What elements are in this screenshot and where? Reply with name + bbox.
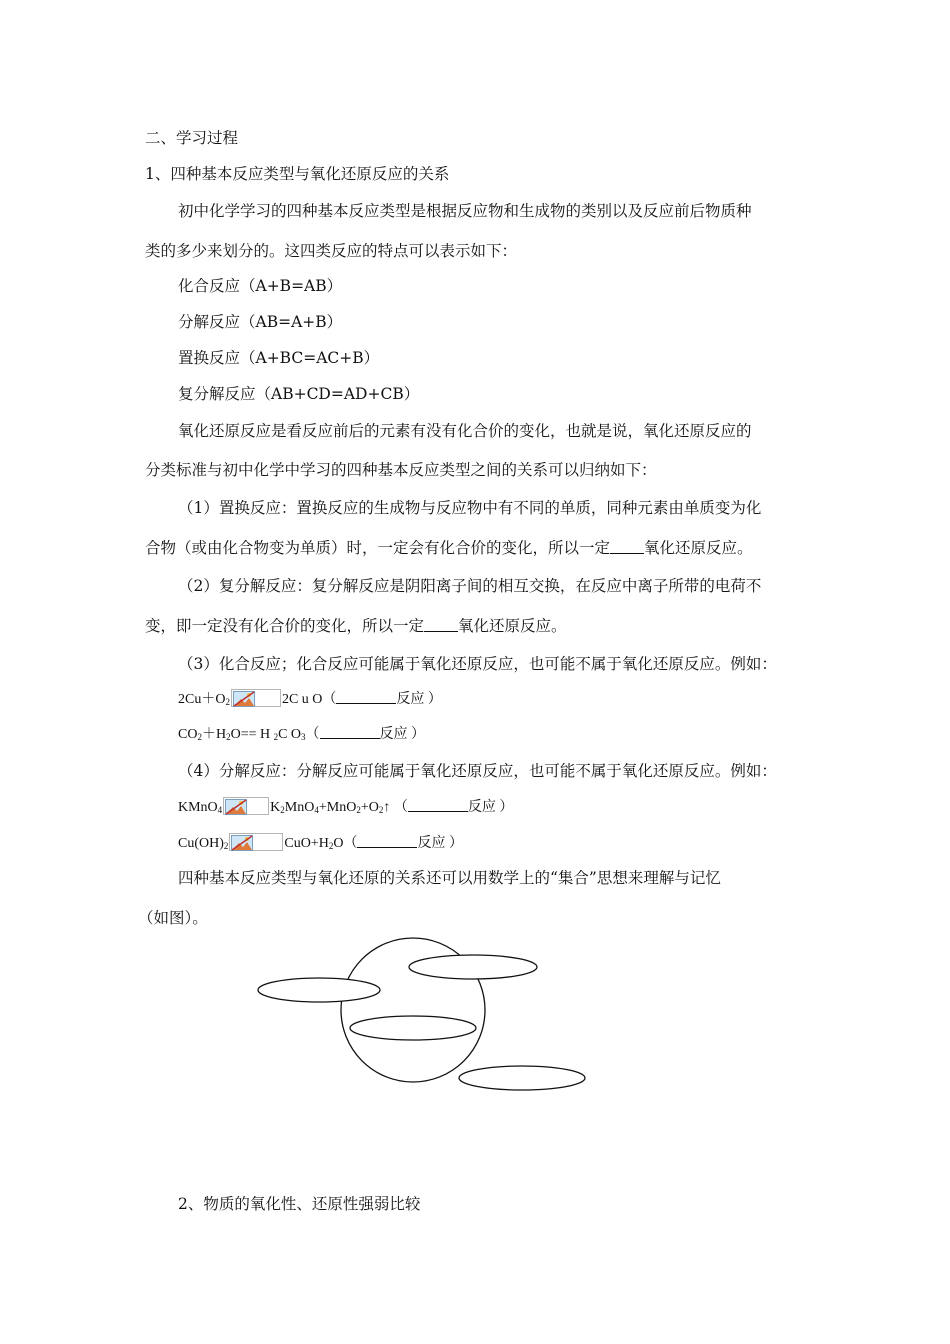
item-2-line-1: （2）复分解反应：复分解反应是阴阳离子间的相互交换，在反应中离子所带的电荷不 xyxy=(178,577,762,595)
equation-4: $Cu(OH)_2$ $CuO+H_2O$（ 反应 ） xyxy=(178,833,463,856)
fill-blank-4[interactable] xyxy=(320,724,380,739)
reaction-type-displacement: 置换反应（A+BC=AC+B） xyxy=(178,349,380,367)
set-diagram xyxy=(0,930,950,1110)
set-ellipse-top-right xyxy=(409,955,537,979)
item-1-text-b: 氧化还原反应。 xyxy=(644,539,753,557)
fill-blank-2[interactable] xyxy=(424,617,458,632)
broken-image-icon xyxy=(231,689,281,707)
section-title: 二、学习过程 xyxy=(145,129,239,147)
item-2-line-2 xyxy=(145,616,567,636)
fill-blank-6[interactable] xyxy=(357,833,417,848)
broken-image-icon xyxy=(223,797,269,815)
reaction-type-combination: 化合反应（A+B=AB） xyxy=(178,277,343,295)
intro-line-2: 类的多少来划分的。这四类反应的特点可以表示如下： xyxy=(145,242,518,260)
fill-blank-5[interactable] xyxy=(408,797,468,812)
subsection-heading-1: 1、四种基本反应类型与氧化还原反应的关系 xyxy=(145,165,450,183)
set-ellipse-bottom-right xyxy=(459,1066,585,1090)
item-2-text-a: 变，即一定没有化合价的变化，所以一定 xyxy=(145,617,425,635)
broken-image-icon xyxy=(229,833,283,851)
fill-blank-1[interactable] xyxy=(610,539,644,554)
fill-blank-3[interactable] xyxy=(336,689,396,704)
redox-line-2: 分类标准与初中化学中学习的四种基本反应类型之间的关系可以归纳如下： xyxy=(145,461,657,479)
subsection-heading-2: 2、物质的氧化性、还原性强弱比较 xyxy=(178,1195,421,1213)
item-4-line-1: （4）分解反应：分解反应可能属于氧化还原反应，也可能不属于氧化还原反应。例如： xyxy=(178,762,777,780)
item-1-line-2 xyxy=(145,538,753,558)
item-1-text-a: 合物（或由化合物变为单质）时，一定会有化合价的变化，所以一定 xyxy=(145,539,611,557)
equation-3: KMnO$_4$ $K_2MnO_4+MnO_2+O_2↑$ （ 反应 ） xyxy=(178,797,513,820)
set-ellipse-left xyxy=(258,978,380,1002)
reaction-type-decomposition: 分解反应（AB=A+B） xyxy=(178,313,343,331)
item-1-line-1: （1）置换反应：置换反应的生成物与反应物中有不同的单质，同种元素由单质变为化 xyxy=(178,499,762,517)
equation-1: $2Cu+O_2$ 2C u O（ 反应 ） xyxy=(178,689,442,712)
redox-line-1: 氧化还原反应是看反应前后的元素有没有化合价的变化，也就是说，氧化还原反应的 xyxy=(178,422,752,440)
intro-line-1: 初中化学学习的四种基本反应类型是根据反应物和生成物的类别以及反应前后物质种 xyxy=(178,202,752,220)
equation-2: $CO_2+H_2O== H$ $_2$C $O_3$（ 反应 ） xyxy=(178,724,425,747)
set-line-2: （如图）。 xyxy=(138,909,208,927)
reaction-type-double-displacement: 复分解反应（AB+CD=AD+CB） xyxy=(178,385,420,403)
item-3-line-1: （3）化合反应；化合反应可能属于氧化还原反应，也可能不属于氧化还原反应。例如： xyxy=(178,655,777,673)
set-line-1: 四种基本反应类型与氧化还原的关系还可以用数学上的“集合”思想来理解与记忆 xyxy=(178,869,721,887)
item-2-text-b: 氧化还原反应。 xyxy=(458,617,567,635)
